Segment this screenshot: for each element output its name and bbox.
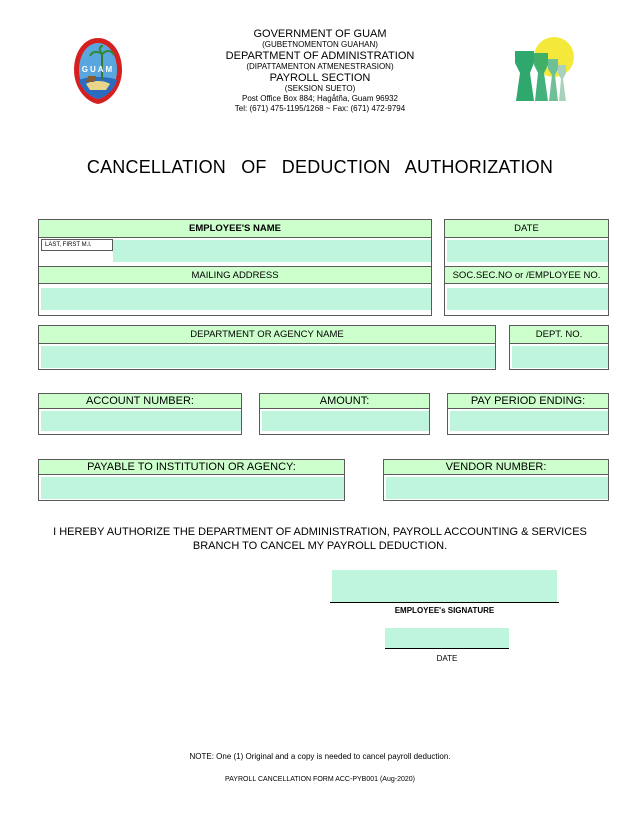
signature-line: [330, 602, 559, 603]
pay-period-box: [447, 393, 609, 435]
signature-label: EMPLOYEE's SIGNATURE: [394, 606, 495, 615]
department-title: DEPARTMENT OF ADMINISTRATION: [225, 50, 415, 62]
employee-name-input[interactable]: [113, 240, 431, 262]
department-box: [38, 325, 496, 370]
department-subtitle: (DIPATTAMENTON ATMENESTRASION): [246, 62, 394, 71]
account-number-label: ACCOUNT NUMBER:: [39, 394, 241, 409]
footer-note: NOTE: One (1) Original and a copy is needed to cancel payroll deduction.: [189, 752, 451, 761]
signature-date-input[interactable]: [385, 628, 509, 648]
payable-to-input[interactable]: [41, 477, 344, 499]
form-title: CANCELLATION OF DEDUCTION AUTHORIZATION: [86, 157, 554, 177]
form-id: PAYROLL CANCELLATION FORM ACC-PYB001 (Aug-2020): [225, 776, 415, 783]
account-number-input[interactable]: [41, 411, 241, 431]
mailing-address-input[interactable]: [41, 288, 431, 310]
department-logo: [512, 35, 582, 105]
date-input[interactable]: [447, 240, 608, 262]
account-number-box: [38, 393, 242, 435]
gov-subtitle: (GUBETNOMENTON GUAHAN): [262, 40, 378, 49]
ssn-input[interactable]: [447, 288, 608, 310]
department-label: DEPARTMENT OR AGENCY NAME: [39, 326, 495, 344]
dept-no-input[interactable]: [512, 346, 608, 368]
signature-date-label: DATE: [436, 654, 458, 663]
pay-period-input[interactable]: [450, 411, 608, 431]
dept-no-box: [509, 325, 609, 370]
authorization-statement: [20, 525, 620, 553]
signature-date-line: [385, 648, 509, 649]
guam-seal: [72, 36, 124, 106]
payable-to-label: PAYABLE TO INSTITUTION OR AGENCY:: [39, 460, 344, 475]
employee-signature-input[interactable]: [332, 570, 557, 602]
gov-title: GOVERNMENT OF GUAM: [253, 28, 387, 40]
amount-label: AMOUNT:: [260, 394, 429, 409]
authorization-line-2: BRANCH TO CANCEL MY PAYROLL DEDUCTION.: [192, 540, 448, 552]
amount-input[interactable]: [262, 411, 429, 431]
employee-name-label: EMPLOYEE'S NAME: [39, 220, 431, 238]
amount-box: [259, 393, 430, 435]
employee-info-box: [38, 219, 432, 316]
section-subtitle: (SEKSION SUETO): [284, 84, 356, 93]
vendor-number-input[interactable]: [386, 477, 608, 499]
phone-fax: Tel: (671) 475-1195/1268 ~ Fax: (671) 472-9794: [234, 104, 406, 113]
mailing-address-label: MAILING ADDRESS: [39, 266, 431, 284]
department-input[interactable]: [41, 346, 495, 368]
dept-no-label: DEPT. NO.: [510, 326, 608, 344]
date-label: DATE: [445, 220, 608, 238]
payable-to-box: [38, 459, 345, 501]
date-ssn-box: [444, 219, 609, 316]
seal-text: GUAM: [81, 65, 115, 74]
address: Post Office Box 884; Hagåtña, Guam 96932: [242, 94, 398, 103]
vendor-number-box: [383, 459, 609, 501]
ssn-label: SOC.SEC.NO or /EMPLOYEE NO.: [445, 266, 608, 284]
section-title: PAYROLL SECTION: [269, 72, 371, 84]
pay-period-label: PAY PERIOD ENDING:: [448, 394, 608, 409]
vendor-number-label: VENDOR NUMBER:: [384, 460, 608, 475]
authorization-line-1: I HEREBY AUTHORIZE THE DEPARTMENT OF ADMINISTRATION, PAYROLL ACCOUNTING & SERVICES: [53, 526, 587, 538]
name-hint: LAST, FIRST M.I.: [41, 239, 113, 251]
